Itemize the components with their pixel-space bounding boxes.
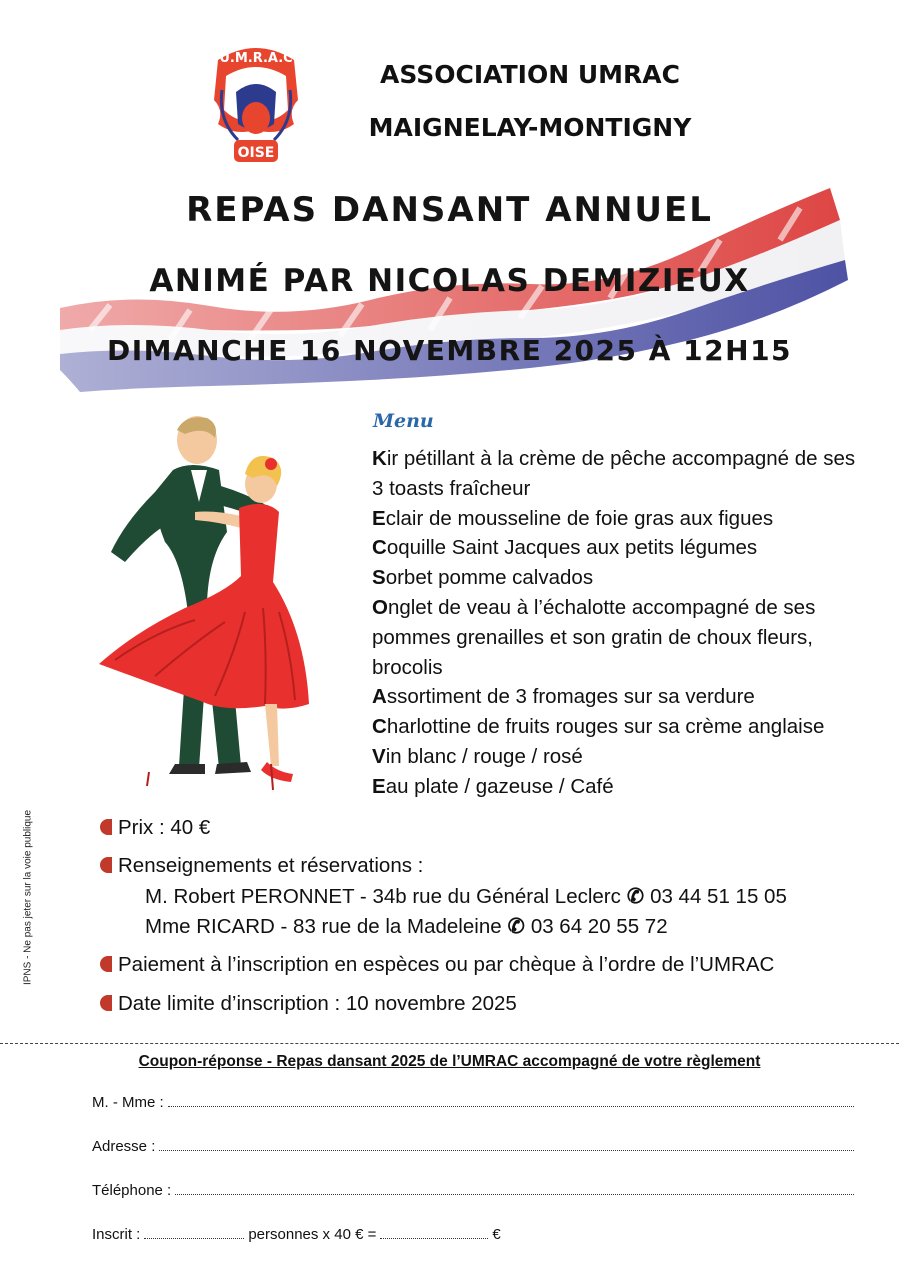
reservations-label: Renseignements et réservations : xyxy=(118,854,424,877)
menu-item xyxy=(372,504,872,534)
association-name: ASSOCIATION UMRAC xyxy=(380,60,680,89)
bullet-icon xyxy=(100,857,112,873)
deadline-text: Date limite d’inscription : 10 novembre 2025 xyxy=(118,992,517,1015)
menu-item-text: nglet de veau à l’échalotte accompagné de ses pommes grenailles et son gratin de choux fleurs, brocolis xyxy=(372,595,816,679)
persons-text: personnes x 40 € = xyxy=(248,1226,377,1243)
deadline-line xyxy=(100,992,517,1016)
coupon-phone-field[interactable] xyxy=(92,1182,854,1199)
menu-item-text: clair de mousseline de foie gras aux figues xyxy=(385,506,774,530)
menu-item-text: oquille Saint Jacques aux petits légumes xyxy=(386,536,758,560)
contact-text: Mme RICARD - 83 rue de la Madeleine xyxy=(145,915,502,938)
menu-item xyxy=(372,563,872,593)
side-note: IPNS - Ne pas jeter sur la voie publique xyxy=(22,809,34,986)
contact-text: M. Robert PERONNET - 34b rue du Général Leclerc xyxy=(145,885,621,908)
menu-item-initial: V xyxy=(372,744,386,768)
menu-item-initial: C xyxy=(372,715,387,739)
menu-item-text: ssortiment de 3 fromages sur sa verdure xyxy=(386,685,755,709)
menu-item-initial: O xyxy=(372,595,388,619)
coupon-address-field[interactable] xyxy=(92,1138,854,1155)
total-dotted-line[interactable] xyxy=(380,1238,488,1239)
contact-line xyxy=(145,914,668,939)
logo-bottom-text: OISE xyxy=(237,145,275,161)
currency-symbol: € xyxy=(492,1226,501,1243)
contact-phone: 03 64 20 55 72 xyxy=(530,915,668,938)
price-text: Prix : 40 € xyxy=(118,816,211,839)
persons-count-dotted-line[interactable] xyxy=(144,1238,244,1239)
payment-line xyxy=(100,953,774,977)
address-label: Adresse : xyxy=(92,1138,156,1155)
association-location: MAIGNELAY-MONTIGNY xyxy=(368,113,692,142)
payment-text: Paiement à l’inscription en espèces ou par chèque à l’ordre de l’UMRAC xyxy=(118,953,775,976)
menu-item-initial: A xyxy=(372,685,387,709)
name-label: M. - Mme : xyxy=(92,1094,164,1111)
phone-dotted-line[interactable] xyxy=(175,1194,854,1195)
menu-item-text: orbet pomme calvados xyxy=(385,566,594,590)
menu-item xyxy=(372,682,872,712)
menu-list xyxy=(372,444,872,802)
menu-item xyxy=(372,742,872,772)
menu-item xyxy=(372,593,872,682)
contact-line xyxy=(145,884,787,909)
coupon-title: Coupon-réponse - Repas dansant 2025 de l’UMRAC accompagné de votre règlement xyxy=(138,1053,761,1070)
menu-item-text: harlottine de fruits rouges sur sa crème anglaise xyxy=(386,715,825,739)
menu-item-text: au plate / gazeuse / Café xyxy=(385,774,614,798)
coupon-inscrit-field xyxy=(92,1226,501,1243)
inscrit-label: Inscrit : xyxy=(92,1226,141,1243)
event-date: DIMANCHE 16 NOVEMBRE 2025 À 12H15 xyxy=(106,334,793,367)
menu-title: Menu xyxy=(373,410,434,432)
phone-label: Téléphone : xyxy=(92,1182,172,1199)
event-title: REPAS DANSANT ANNUEL xyxy=(186,190,713,230)
menu-item-text: ir pétillant à la crème de pêche accompagné de ses 3 toasts fraîcheur xyxy=(372,447,856,500)
menu-item xyxy=(372,712,872,742)
bullet-icon xyxy=(100,956,112,972)
coupon-name-field[interactable] xyxy=(92,1094,854,1111)
address-dotted-line[interactable] xyxy=(159,1150,854,1151)
menu-item-initial: C xyxy=(372,536,387,560)
cut-line xyxy=(0,1043,899,1044)
price-line xyxy=(100,816,210,840)
menu-item-initial: S xyxy=(372,566,386,590)
menu-item-initial: E xyxy=(372,506,386,530)
bullet-icon xyxy=(100,995,112,1011)
dancing-couple-illustration xyxy=(95,412,317,794)
menu-item xyxy=(372,533,872,563)
phone-icon: ✆ xyxy=(507,915,525,938)
bullet-icon xyxy=(100,819,112,835)
phone-icon: ✆ xyxy=(626,885,645,908)
menu-item xyxy=(372,444,872,504)
menu-item-initial: K xyxy=(372,447,387,470)
reservations-line xyxy=(100,854,423,878)
logo-top-text: U.M.R.A.C xyxy=(219,51,293,66)
umrac-logo xyxy=(208,40,304,166)
menu-item xyxy=(372,772,872,802)
menu-item-initial: E xyxy=(372,774,386,798)
event-subtitle: ANIMÉ PAR NICOLAS DEMIZIEUX xyxy=(149,263,750,299)
name-dotted-line[interactable] xyxy=(168,1106,854,1107)
contact-phone: 03 44 51 15 05 xyxy=(650,885,787,908)
menu-item-text: in blanc / rouge / rosé xyxy=(385,744,583,768)
